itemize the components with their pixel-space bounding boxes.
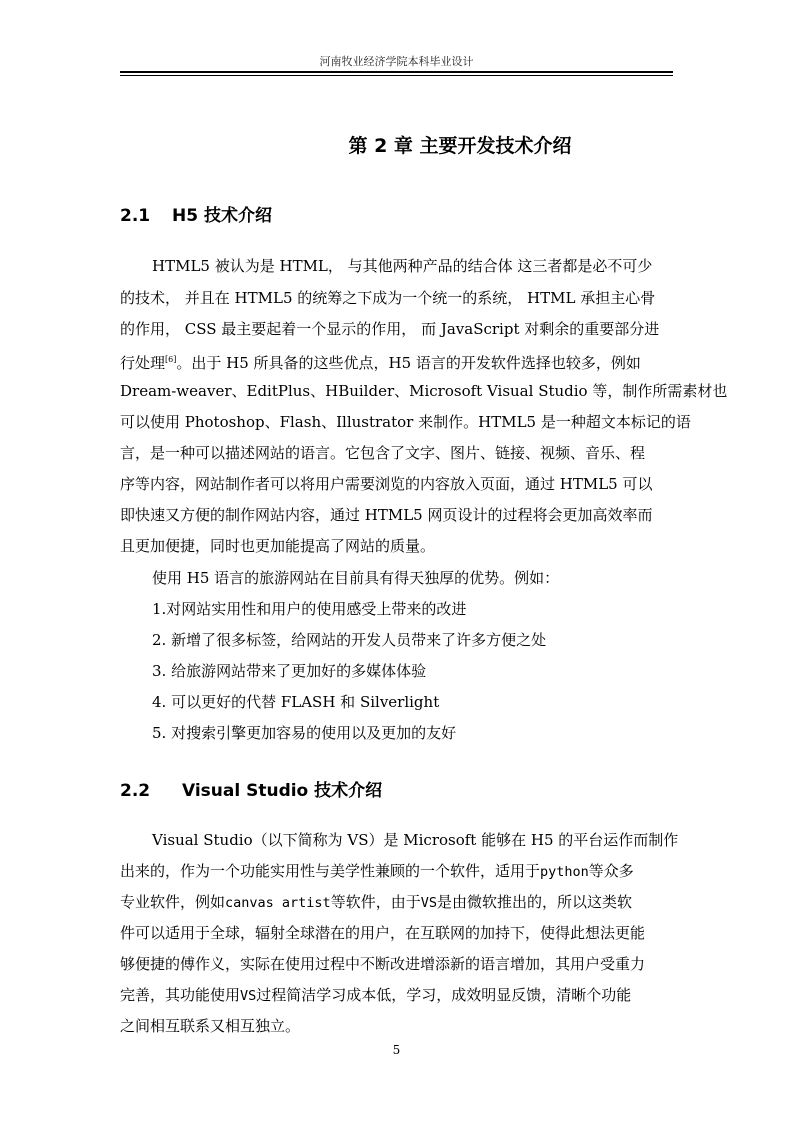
section-number: 2.1: [120, 206, 151, 226]
list-item: 3. 给旅游网站带来了更加好的多媒体体验: [152, 662, 427, 680]
paragraph-line: HTML5 被认为是 HTML， 与其他两种产品的结合体 这三者都是必不可少: [152, 257, 653, 275]
paragraph-text: 等软件，由于: [330, 893, 421, 911]
paragraph-line: 之间相互联系又相互独立。: [120, 1017, 301, 1035]
paragraph-line: [120, 862, 634, 881]
code-term: VS: [240, 988, 257, 1004]
paragraph-line: 件可以适用于全球，辐射全球潜在的用户，在互联网的加持下，使得此想法更能: [120, 924, 646, 942]
code-term: python: [540, 864, 589, 880]
paragraph-text: 行处理: [120, 354, 166, 372]
paragraph-line: 即快速又方便的制作网站内容，通过 HTML5 网页设计的过程将会更加高效率而: [120, 506, 653, 524]
section-title: H5 技术介绍: [171, 206, 272, 226]
section-heading-2-2: [120, 776, 382, 801]
header-rule-thin: [120, 75, 673, 76]
paragraph-text: 专业软件，例如: [120, 893, 226, 911]
paragraph-line: 且更加便捷，同时也更加能提高了网站的质量。: [120, 537, 436, 555]
section-title: Visual Studio 技术介绍: [181, 781, 383, 801]
paragraph-line: [120, 986, 631, 1005]
paragraph-line: Dream-weaver、EditPlus、HBuilder、Microsoft Visual Studio 等，制作所需素材也: [120, 382, 728, 400]
section-heading-2-1: [120, 201, 272, 226]
paragraph-line: [120, 893, 632, 912]
header-rule-thick: [120, 71, 673, 73]
list-item: 1.对网站实用性和用户的使用感受上带来的改进: [152, 600, 467, 618]
chapter-title: 第 2 章 主要开发技术介绍: [348, 135, 572, 157]
citation-mark: [6]: [165, 355, 177, 364]
running-header: 河南牧业经济学院本科毕业设计: [319, 55, 474, 68]
list-item: 4. 可以更好的代替 FLASH 和 Silverlight: [152, 693, 440, 711]
paragraph-text: 是由微软推出的，所以这类软: [436, 893, 632, 911]
paragraph-line: [120, 351, 641, 372]
paragraph-text: 出来的，作为一个功能实用性与美学性兼顾的一个软件，适用于: [120, 862, 541, 880]
page-number: 5: [392, 1043, 401, 1057]
paragraph-text: 等众多: [588, 862, 634, 880]
paragraph-line: 言，是一种可以描述网站的语言。它包含了文字、图片、链接、视频、音乐、程: [120, 444, 646, 462]
paragraph-line: 可以使用 Photoshop、Flash、Illustrator 来制作。HTML5 是一种超文本标记的语: [120, 413, 691, 431]
section-number: 2.2: [120, 781, 151, 801]
paragraph-text: 过程简洁学习成本低，学习，成效明显反馈，清晰个功能: [256, 986, 632, 1004]
advantage-intro: 使用 H5 语言的旅游网站在目前具有得天独厚的优势。例如：: [152, 569, 560, 587]
paragraph-line: 序等内容，网站制作者可以将用户需要浏览的内容放入页面，通过 HTML5 可以: [120, 475, 653, 493]
paragraph-line: 的作用， CSS 最主要起着一个显示的作用， 而 JavaScript 对剩余的重要部分进: [120, 320, 660, 338]
paragraph-text: 完善，其功能使用: [120, 986, 241, 1004]
paragraph-line: Visual Studio（以下简称为 VS）是 Microsoft 能够在 H5 的平台运作而制作: [152, 831, 679, 849]
paragraph-text: 。出于 H5 所具备的这些优点，H5 语言的开发软件选择也较多，例如: [176, 354, 641, 372]
code-term: canvas artist: [225, 895, 331, 911]
paragraph-line: 够便捷的傅作义，实际在使用过程中不断改进增添新的语言增加，其用户受重力: [120, 955, 646, 973]
list-item: 2. 新增了很多标签，给网站的开发人员带来了许多方便之处: [152, 631, 547, 649]
list-item: 5. 对搜索引擎更加容易的使用以及更加的友好: [152, 724, 457, 742]
code-term: VS: [420, 895, 437, 911]
paragraph-line: 的技术， 并且在 HTML5 的统筹之下成为一个统一的系统， HTML 承担主心骨: [120, 289, 656, 307]
